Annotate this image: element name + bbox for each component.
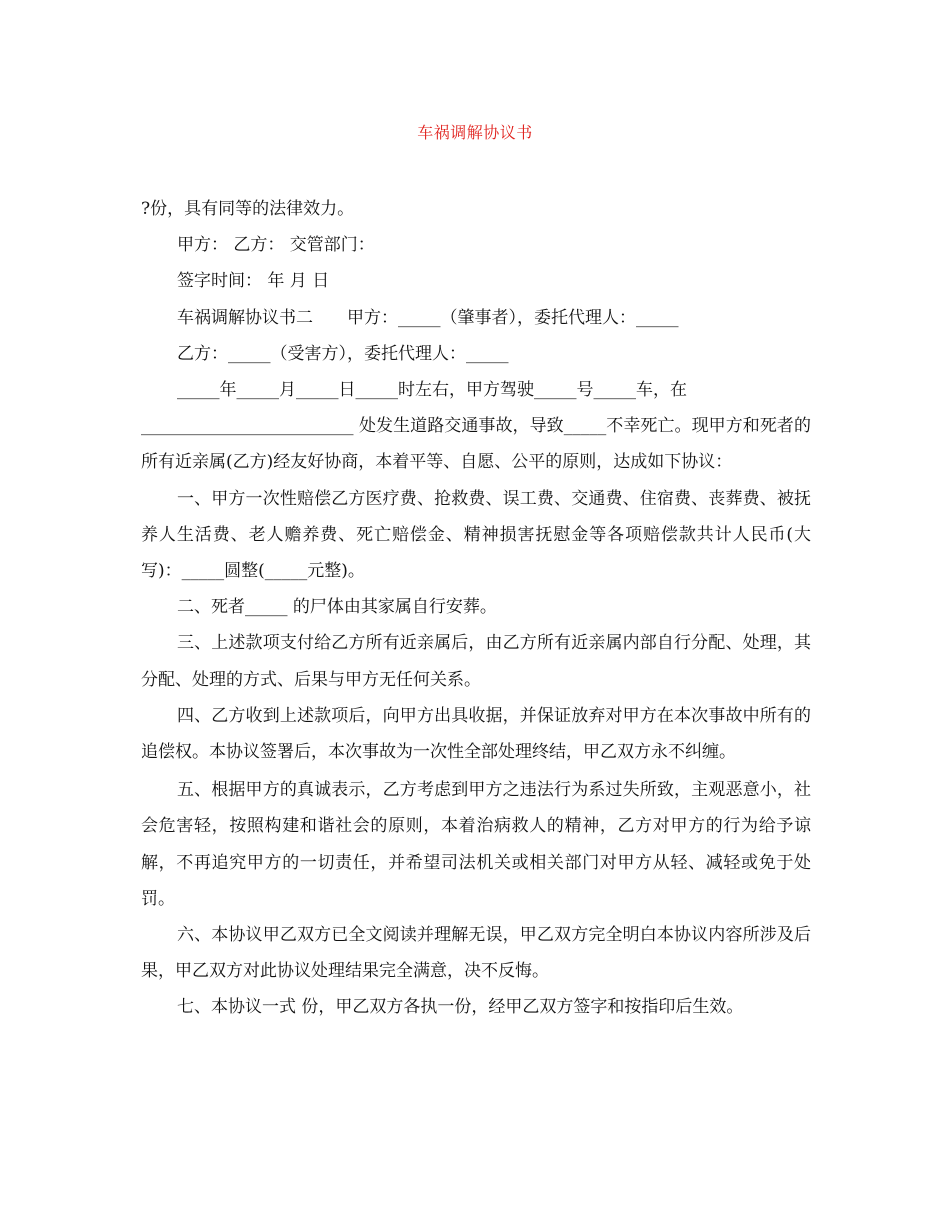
party-b-line: 乙方：_____（受害方），委托代理人：_____: [177, 343, 509, 364]
clause-3: 三、上述款项支付给乙方所有近亲属后，由乙方所有近亲属内部自行分配、处理，其分配、处理的方式、后果与甲方无任何关系。: [141, 633, 811, 690]
party-a-line: 车祸调解协议书二 甲方：_____（肇事者），委托代理人：_____: [177, 307, 679, 328]
accident-paragraph: _________________________ 处发生道路交通事故，导致_____不幸死亡。现甲方和死者的所有近亲属(乙方)经友好协商，本着平等、自愿、公平的原则，达成如下协议：: [141, 416, 811, 473]
accident-time-line: _____年_____月_____日_____时左右，甲方驾驶_____号_____车，在: [177, 380, 687, 401]
clause-7: 七、本协议一式 份，甲乙双方各执一份，经甲乙双方签字和按指印后生效。: [177, 997, 744, 1018]
signing-date-line: 签字时间： 年 月 日: [177, 271, 330, 292]
clause-4: 四、乙方收到上述款项后，向甲方出具收据，并保证放弃对甲方在本次事故中所有的追偿权。本协议签署后，本次事故为一次性全部处理终结，甲乙双方永不纠缠。: [141, 705, 811, 763]
copies-line: ?份，具有同等的法律效力。: [141, 199, 355, 219]
document-body: [141, 191, 811, 1026]
clause-2: 二、死者_____ 的尸体由其家属自行安葬。: [177, 597, 497, 618]
clause-5: 五、根据甲方的真诚表示，乙方考虑到甲方之违法行为系过失所致，主观恶意小，社会危害轻，按照构建和谐社会的原则，本着治病救人的精神，乙方对甲方的行为给予谅解，不再追究甲方的一切责任，并希望司法机关或相关部门对甲方从轻、减轻或免于处罚。: [141, 780, 811, 909]
document-title: 车祸调解协议书: [417, 123, 533, 142]
clause-6: 六、本协议甲乙双方已全文阅读并理解无误，甲乙双方完全明白本协议内容所涉及后果，甲乙双方对此协议处理结果完全满意，决不反悔。: [141, 925, 811, 982]
parties-signature-line: 甲方： 乙方： 交管部门：: [177, 235, 375, 256]
clause-1: 一、甲方一次性赔偿乙方医疗费、抢救费、误工费、交通费、住宿费、丧葬费、被抚养人生活费、老人赡养费、死亡赔偿金、精神损害抚慰金等各项赔偿款共计人民币(大写)：_____圆整(_____元整)。: [141, 488, 811, 582]
